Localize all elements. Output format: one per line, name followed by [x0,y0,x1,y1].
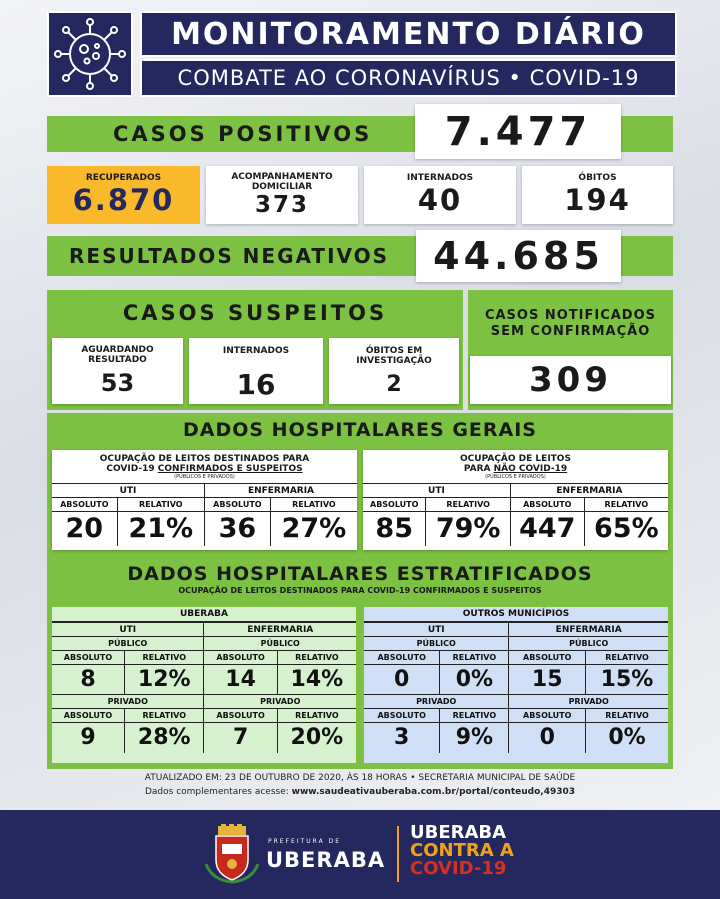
uberaba-priv-h2: RELATIVO [124,709,204,723]
footer-updated: ATUALIZADO EM: 23 DE OUTUBRO DE 2020, ÀS 18 HORAS • SECRETARIA MUNICIPAL DE SAÚDE [144,773,576,783]
outros-pub-h2: RELATIVO [440,651,509,665]
outros-priv-h2: RELATIVO [440,709,509,723]
internados-value: 40 [417,183,463,217]
positivos-label: CASOS POSITIVOS [47,116,673,152]
prefeitura-name: UBERABA [266,848,386,872]
campaign-line2: CONTRA A [410,840,514,861]
obitos-label: ÓBITOS [578,173,617,183]
gerais-title: DADOS HOSPITALARES GERAIS [182,419,537,441]
gerais-covid-title2a: COVID-19 [106,464,158,474]
aguardando-label: AGUARDANDO RESULTADO [81,345,154,365]
gerais-naocovid-v2: 79% [426,512,510,546]
gerais-covid-v2: 21% [117,512,204,546]
outros-priv-h3: ABSOLUTO [509,709,586,723]
gerais-naocovid-title2a: PARA [463,464,494,474]
negativos-value: 44.685 [416,230,621,282]
outros-enf-priv: PRIVADO [509,695,668,709]
outros-pub-v4: 15% [586,665,668,695]
uberaba-card [52,607,356,763]
footer-url[interactable]: www.saudeativauberaba.com.br/portal/conteudo,49303 [291,787,575,797]
recuperados-label: RECUPERADOS [85,173,162,183]
page-subtitle: COMBATE AO CORONAVÍRUS • COVID-19 [140,59,677,97]
outros-pub-h3: ABSOLUTO [509,651,586,665]
uberaba-pub-h4: RELATIVO [277,651,356,665]
notificados-value: 309 [470,356,671,404]
obitos-investigacao-value: 2 [386,371,402,397]
outros-enf-pub: PÚBLICO [509,637,668,651]
footer-more-label: Dados complementares acesse: [144,787,289,797]
gerais-covid-h2: RELATIVO [117,498,204,512]
uberaba-enf: ENFERMARIA [204,623,356,637]
gerais-naocovid-v4: 65% [584,512,668,546]
uberaba-priv-v2: 28% [124,723,204,753]
gerais-naocovid-note: (PÚBLICOS E PRIVADOS) [485,474,546,480]
prefeitura-small: PREFEITURA DE [268,838,341,845]
uberaba-pub-v2: 12% [124,665,204,695]
outros-pub-v2: 0% [440,665,509,695]
outros-enf: ENFERMARIA [509,623,668,637]
outros-priv-v2: 9% [440,723,509,753]
virus-icon [47,11,133,97]
gerais-covid-v4: 27% [270,512,357,546]
recuperados-value: 6.870 [72,183,175,217]
suspeitos-internados-value: 16 [236,368,276,401]
uberaba-uti-priv: PRIVADO [52,695,204,709]
gerais-naocovid-title2b: NÃO COVID-19 [493,464,568,474]
gerais-covid-title1: OCUPAÇÃO DE LEITOS DESTINADOS PARA [99,454,310,464]
uberaba-title: UBERABA [52,607,356,622]
outros-title: OUTROS MUNICÍPIOS [364,607,668,622]
gerais-naocovid-v1: 85 [363,512,426,546]
outros-uti-pub: PÚBLICO [364,637,509,651]
coat-of-arms-icon [204,824,260,884]
uberaba-uti: UTI [52,623,204,637]
page-title: MONITORAMENTO DIÁRIO [140,11,677,57]
uberaba-pub-h3: ABSOLUTO [204,651,277,665]
uberaba-priv-v4: 20% [277,723,356,753]
gerais-naocovid-title1: OCUPAÇÃO DE LEITOS [460,454,571,464]
acompanhamento-card [206,166,358,224]
gerais-naocovid-enf: ENFERMARIA [510,484,668,498]
gerais-covid-v3: 36 [204,512,270,546]
gerais-naocovid-h4: RELATIVO [584,498,668,512]
acompanhamento-label: ACOMPANHAMENTO DOMICILIAR [231,172,333,192]
obitos-card [522,166,673,224]
estrat-title: DADOS HOSPITALARES ESTRATIFICADOS [127,563,593,585]
gerais-covid-h4: RELATIVO [270,498,357,512]
suspeitos-internados-card [189,338,323,404]
uberaba-uti-pub: PÚBLICO [52,637,204,651]
obitos-investigacao-label: ÓBITOS EM INVESTIGAÇÃO [356,345,432,366]
gerais-naocovid-h3: ABSOLUTO [510,498,584,512]
uberaba-enf-pub: PÚBLICO [204,637,356,651]
outros-priv-v4: 0% [586,723,668,753]
gerais-naocovid-card [363,450,668,550]
uberaba-priv-h1: ABSOLUTO [52,709,124,723]
uberaba-pub-h2: RELATIVO [124,651,204,665]
gerais-naocovid-h2: RELATIVO [426,498,510,512]
outros-card [364,607,668,763]
gerais-covid-title2b: CONFIRMADOS E SUSPEITOS [157,464,303,474]
gerais-covid-card [52,450,357,550]
uberaba-enf-priv: PRIVADO [204,695,356,709]
outros-pub-h1: ABSOLUTO [364,651,440,665]
outros-uti: UTI [364,623,509,637]
outros-pub-v1: 0 [364,665,440,695]
gerais-covid-h1: ABSOLUTO [52,498,117,512]
outros-priv-h1: ABSOLUTO [364,709,440,723]
suspeitos-label: CASOS SUSPEITOS [122,301,388,325]
uberaba-pub-v3: 14 [204,665,277,695]
acompanhamento-value: 373 [254,192,309,218]
gerais-covid-uti: UTI [52,484,204,498]
negativos-label: RESULTADOS NEGATIVOS [47,236,673,276]
outros-pub-h4: RELATIVO [586,651,668,665]
uberaba-priv-v3: 7 [204,723,277,753]
outros-priv-h4: RELATIVO [586,709,668,723]
gerais-covid-h3: ABSOLUTO [204,498,270,512]
gerais-covid-note: (PÚBLICOS E PRIVADOS) [174,474,235,480]
gerais-covid-v1: 20 [52,512,117,546]
uberaba-priv-h4: RELATIVO [277,709,356,723]
gerais-covid-enf: ENFERMARIA [204,484,357,498]
outros-uti-priv: PRIVADO [364,695,509,709]
aguardando-value: 53 [100,369,135,397]
outros-pub-v3: 15 [509,665,586,695]
outros-priv-v3: 0 [509,723,586,753]
internados-card [364,166,516,224]
notificados-label: CASOS NOTIFICADOS SEM CONFIRMAÇÃO [484,308,657,339]
campaign-line1: UBERABA [410,822,507,843]
aguardando-card [52,338,183,404]
recuperados-card [47,166,200,224]
obitos-value: 194 [564,183,631,217]
campaign-line3: COVID-19 [410,858,507,879]
gerais-naocovid-uti: UTI [363,484,510,498]
uberaba-pub-h1: ABSOLUTO [52,651,124,665]
gerais-naocovid-v3: 447 [510,512,584,546]
internados-label: INTERNADOS [406,173,474,183]
uberaba-pub-v4: 14% [277,665,356,695]
uberaba-pub-v1: 8 [52,665,124,695]
estrat-subtitle: OCUPAÇÃO DE LEITOS DESTINADOS PARA COVID-19 CONFIRMADOS E SUSPEITOS [178,586,542,595]
uberaba-priv-h3: ABSOLUTO [204,709,277,723]
gerais-naocovid-h1: ABSOLUTO [363,498,426,512]
suspeitos-internados-label: INTERNADOS [222,346,290,356]
footer-divider [397,826,399,882]
positivos-value: 7.477 [415,104,621,159]
uberaba-priv-v1: 9 [52,723,124,753]
outros-priv-v1: 3 [364,723,440,753]
obitos-investigacao-card [329,338,459,404]
